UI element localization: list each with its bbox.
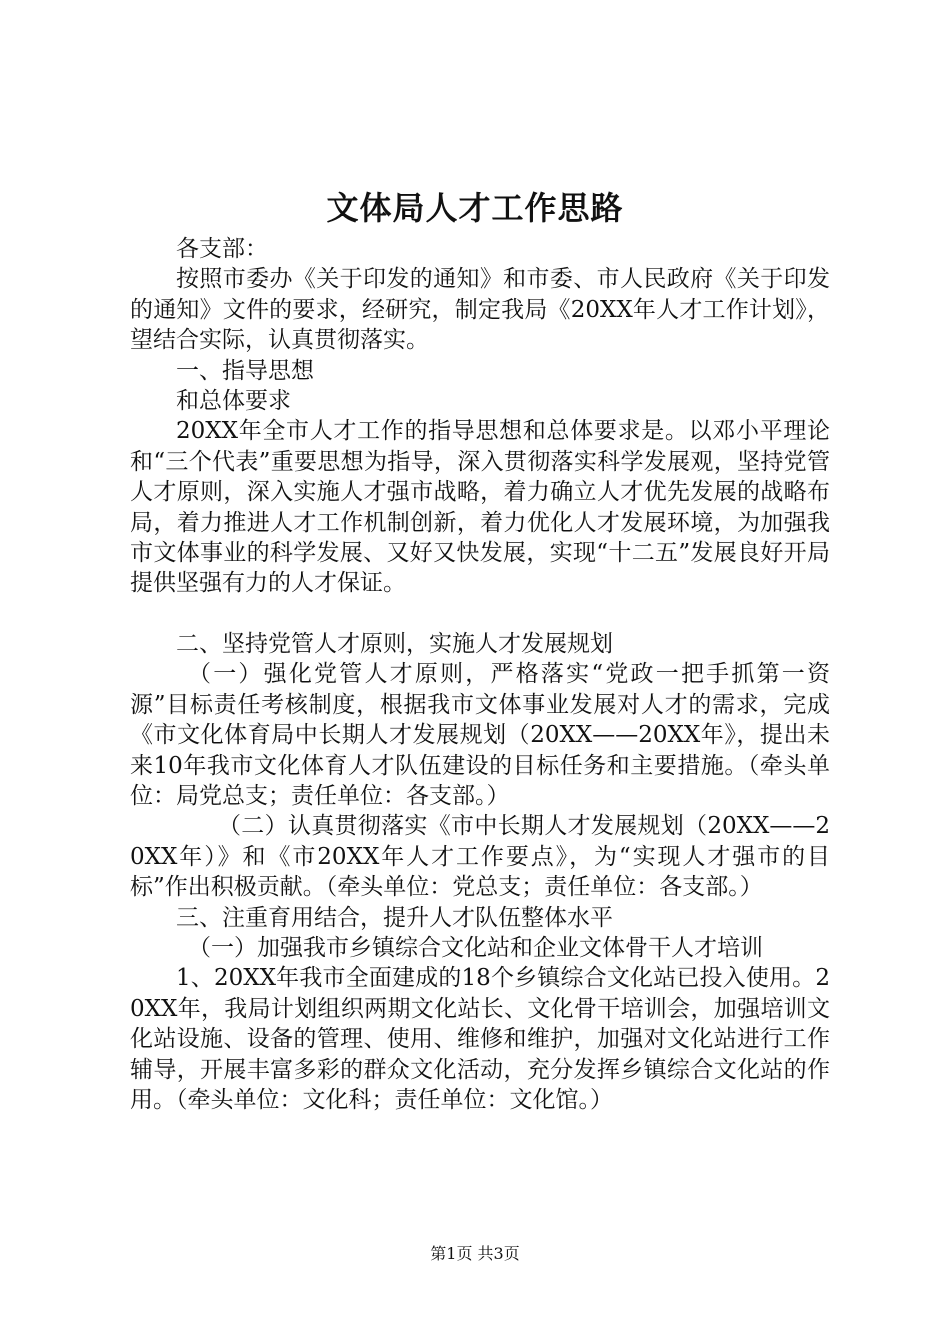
paragraph-2-2: （二）认真贯彻落实《市中长期人才发展规划（20XX——20XX年）》和《市20XX年人才工作要点》，为“实现人才强市的目标”作出积极贡献。（牵头单位：党总支；责任单位：各支部。）	[130, 813, 830, 901]
page-footer: 第1页 共3页	[430, 1244, 520, 1263]
paragraph-3-1-1: 1、20XX年我市全面建成的18个乡镇综合文化站已投入使用。20XX年，我局计划组织两期文化站长、文化骨干培训会，加强培训文化站设施、设备的管理、使用、维修和维护，加强对文化站进行工作辅导，开展丰富多彩的群众文化活动，充分发挥乡镇综合文化站的作用。（牵头单位：文化科；责任单位：文化馆。）	[130, 965, 830, 1113]
paragraph-2-1: （一）强化党管人才原则，严格落实“党政一把手抓第一资源”目标责任考核制度，根据我市文体事业发展对人才的需求，完成《市文化体育局中长期人才发展规划（20XX——20XX年》，提出未来10年我市文化体育人才队伍建设的目标任务和主要措施。（牵头单位：局党总支；责任单位：各支部。）	[130, 661, 830, 809]
section-heading-3: 三、注重育用结合，提升人才队伍整体水平	[176, 904, 613, 931]
document-title: 文体局人才工作思路	[326, 189, 624, 227]
paragraph-gap	[130, 599, 830, 629]
subheading-3-1: （一）加强我市乡镇综合文化站和企业文体骨干人才培训	[188, 934, 763, 961]
paragraph-guiding-thought: 20XX年全市人才工作的指导思想和总体要求是。以邓小平理论和“三个代表”重要思想为指导，深入贯彻落实科学发展观，坚持党管人才原则，深入实施人才强市战略，着力确立人才优先发展的战略布局，着力推进人才工作机制创新，着力优化人才发展环境，为加强我市文体事业的科学发展、又好又快发展，实现“十二五”发展良好开局提供坚强有力的人才保证。	[130, 418, 830, 597]
section-heading-1-cont: 和总体要求	[176, 388, 291, 415]
section-heading-2: 二、坚持党管人才原则，实施人才发展规划	[176, 630, 613, 657]
salutation: 各支部：	[176, 236, 268, 262]
paragraph-intro: 按照市委办《关于印发的通知》和市委、市人民政府《关于印发的通知》文件的要求，经研究，制定我局《20XX年人才工作计划》，望结合实际，认真贯彻落实。	[130, 266, 830, 354]
document-body	[130, 234, 830, 1115]
section-heading-1: 一、指导思想	[176, 357, 314, 384]
